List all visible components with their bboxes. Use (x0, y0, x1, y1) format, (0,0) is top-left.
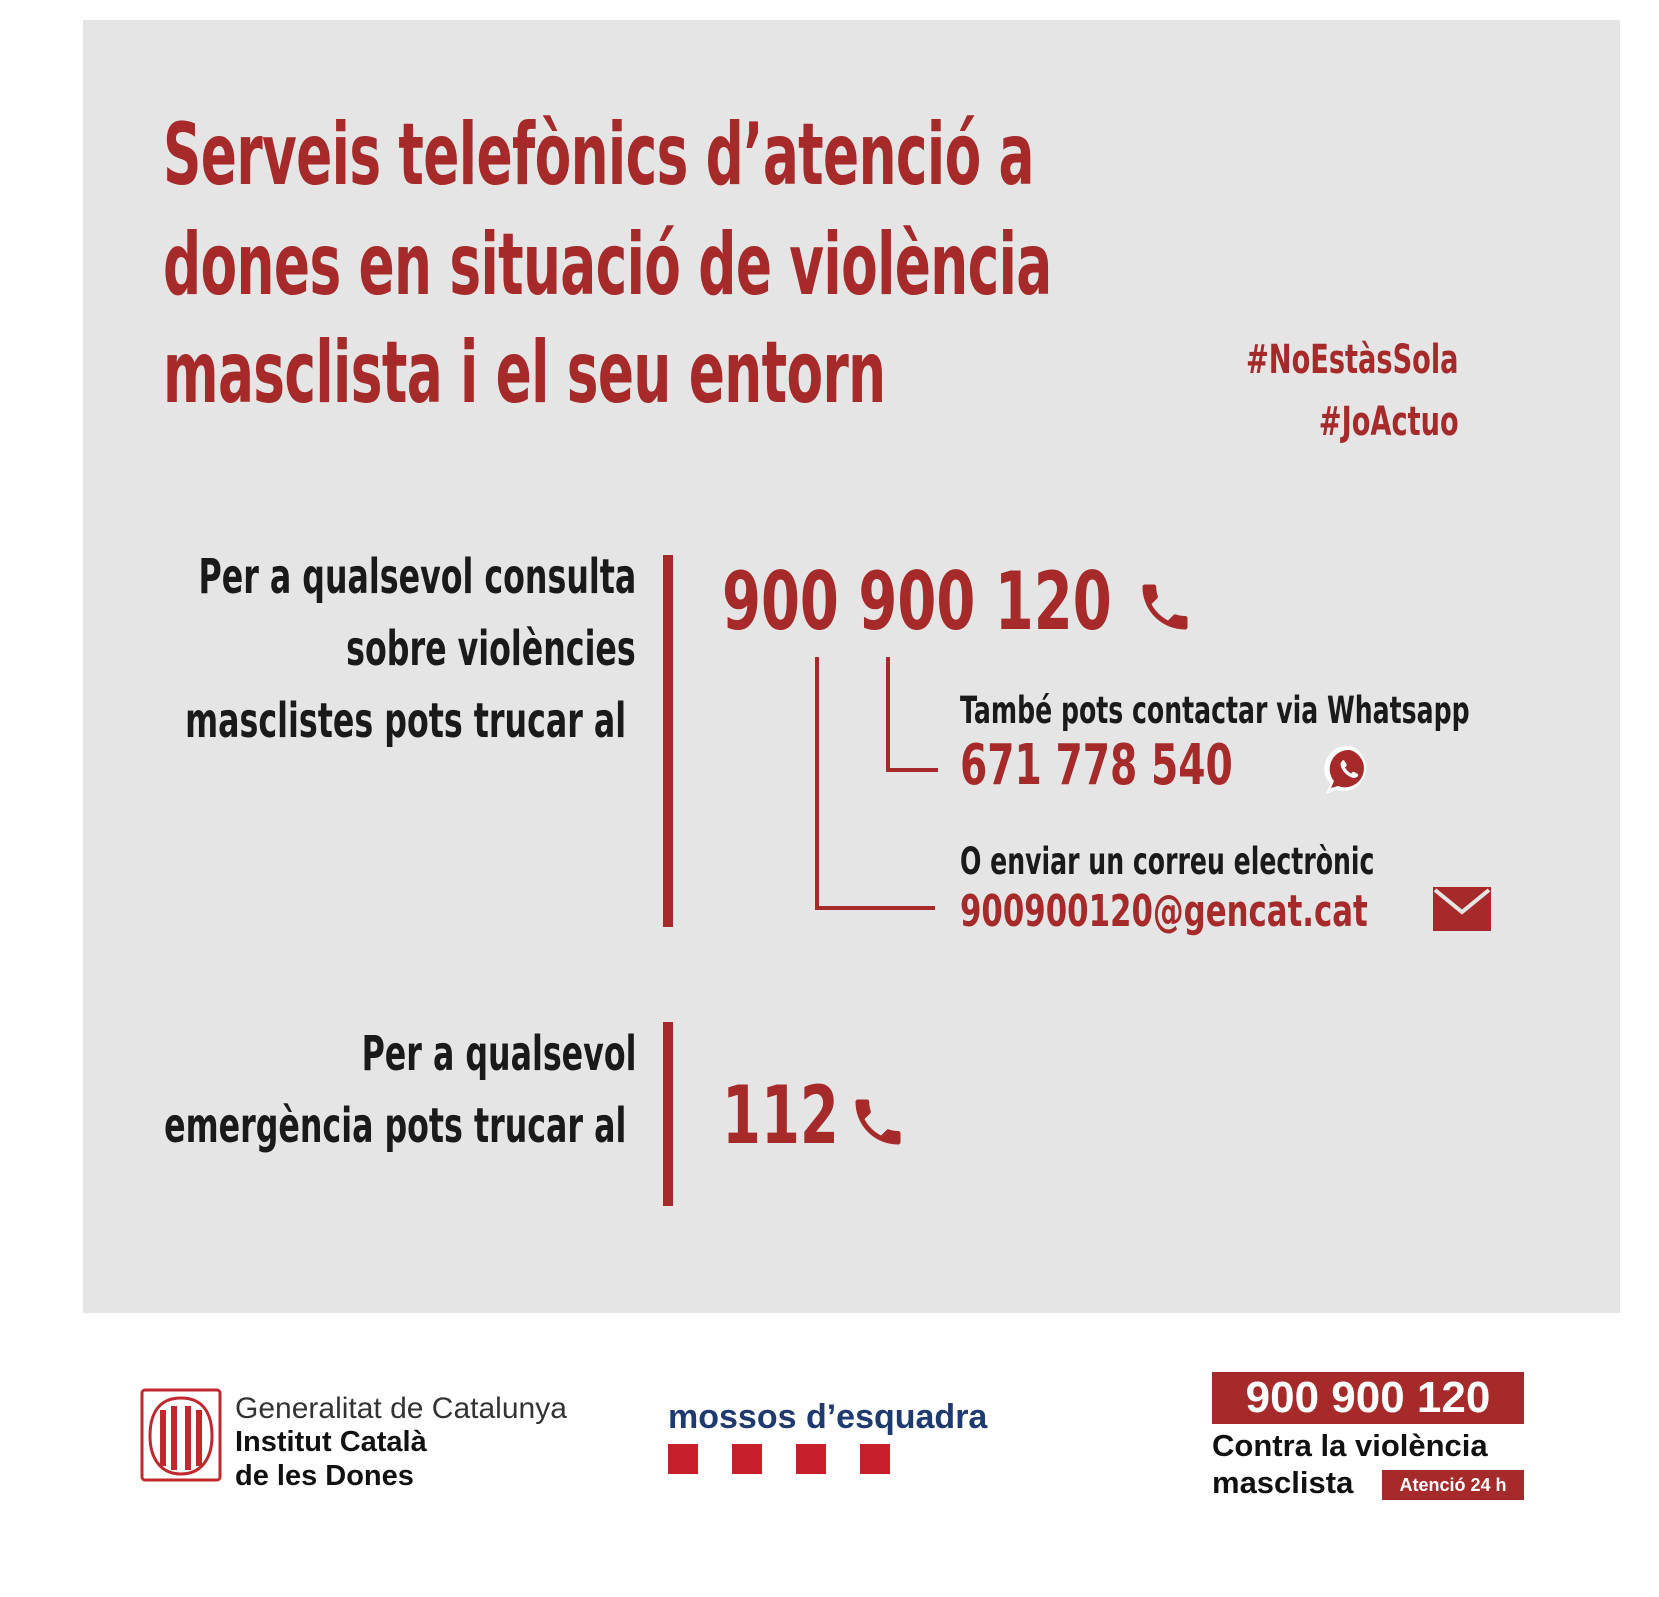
mossos-square-2 (732, 1444, 762, 1474)
badge-line-1: Contra la violència (1212, 1428, 1488, 1463)
whatsapp-label: També pots contactar via Whatsapp (960, 689, 1470, 732)
whatsapp-icon (1320, 740, 1380, 800)
divider-consult (663, 555, 673, 927)
main-phone-number[interactable]: 900 900 120 (722, 555, 1112, 648)
mossos-square-4 (860, 1444, 890, 1474)
title-line-2: dones en situació de violència (163, 215, 1052, 315)
badge-24h-tag: Atenció 24 h (1382, 1470, 1524, 1500)
connector-email-vertical (815, 657, 819, 910)
mail-icon (1432, 886, 1492, 932)
connector-email-horizontal (815, 906, 935, 910)
hashtag-no-estas-sola: #NoEstàsSola (1246, 337, 1459, 383)
consult-text-line-3: masclistes pots trucar al (185, 693, 626, 749)
title-line-3: masclista i el seu entorn (163, 323, 886, 423)
consult-text-line-1: Per a qualsevol consulta (198, 549, 636, 605)
consult-text-line-2: sobre violències (346, 621, 636, 677)
email-address[interactable]: 900900120@gencat.cat (960, 886, 1368, 937)
connector-whatsapp-vertical (886, 657, 890, 770)
title-line-1: Serveis telefònics d’atenció a (163, 105, 1034, 205)
institut-name-line-1: Institut Català (235, 1426, 427, 1458)
mossos-logo-text: mossos d’esquadra (668, 1398, 988, 1436)
generalitat-name: Generalitat de Catalunya (235, 1392, 567, 1425)
emergency-text-line-1: Per a qualsevol (361, 1026, 636, 1082)
divider-emergency (663, 1022, 673, 1206)
institut-name-line-2: de les Dones (235, 1460, 414, 1492)
emergency-text-line-2: emergència pots trucar al (164, 1098, 627, 1154)
mossos-square-3 (796, 1444, 826, 1474)
mossos-square-1 (668, 1444, 698, 1474)
emergency-phone-icon (848, 1090, 908, 1154)
hashtag-jo-actuo: #JoActuo (1319, 399, 1459, 445)
whatsapp-number[interactable]: 671 778 540 (960, 733, 1233, 798)
badge-line-2: masclista (1212, 1465, 1354, 1500)
phone-icon (1135, 575, 1195, 639)
emergency-phone-number[interactable]: 112 (722, 1069, 839, 1162)
generalitat-emblem-icon (140, 1388, 222, 1482)
connector-whatsapp-horizontal (886, 768, 938, 772)
email-label: O enviar un correu electrònic (960, 840, 1375, 883)
badge-phone-number: 900 900 120 (1212, 1372, 1524, 1424)
